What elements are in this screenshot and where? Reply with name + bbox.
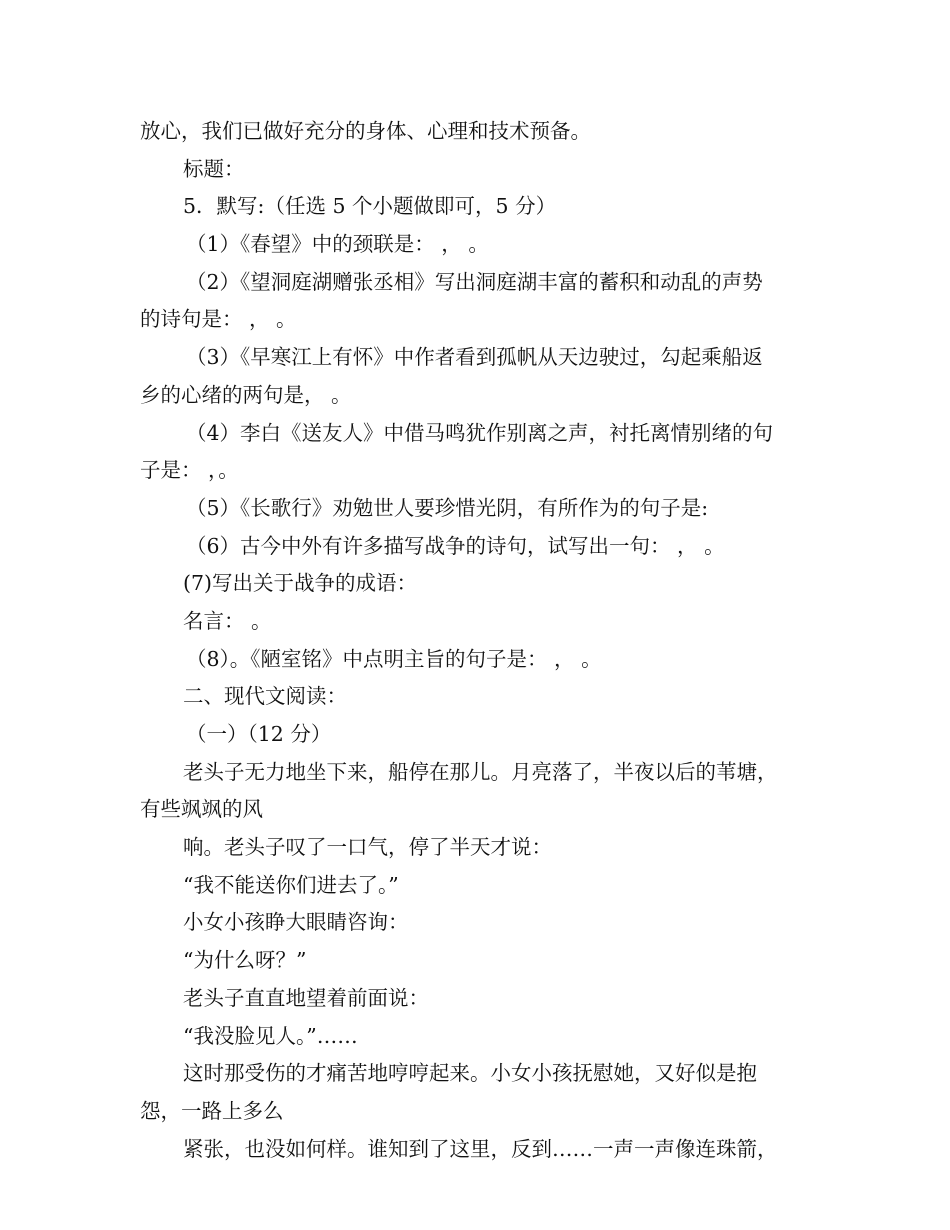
text-line: 乡的心绪的两句是， 。 — [140, 382, 352, 407]
text-line: 老头子直直地望着前面说： — [183, 985, 429, 1010]
text-line: （2）《望洞庭湖赠张丞相》写出洞庭湖丰富的蓄积和动乱的声势 — [186, 269, 763, 294]
text-line: （3）《早寒江上有怀》中作者看到孤帆从天边驶过，勾起乘船返 — [186, 345, 763, 370]
text-line: （1）《春望》中的颈联是： ， 。 — [186, 232, 489, 257]
text-line: （8）。《陋室铭》中点明主旨的句子是： ， 。 — [186, 646, 602, 671]
text-line: 响。老头子叹了一口气，停了半天才说： — [183, 835, 552, 860]
text-line: 放心，我们已做好充分的身体、心理和技术预备。 — [140, 119, 591, 143]
section-heading: （一）（12 分） — [186, 722, 332, 746]
text-line: 名言： 。 — [183, 608, 272, 633]
text-line: （4）李白《送友人》中借马鸣犹作别离之声，衬托离情别绪的句 — [186, 420, 774, 445]
text-line: “为什么呀？” — [183, 948, 307, 973]
text-line: 子是： ，。 — [140, 458, 239, 483]
text-line: 标题： — [183, 156, 245, 181]
text-line: 这时那受伤的才痛苦地哼哼起来。小女小孩抚慰她，又好似是抱 — [183, 1061, 757, 1086]
text-line: 5．默写:（任选 5 个小题做即可，5 分） — [183, 194, 557, 219]
text-line: “我不能送你们进去了。” — [183, 872, 399, 897]
text-line: 有些飒飒的风 — [140, 797, 263, 822]
text-line: 怨，一路上多么 — [140, 1098, 284, 1123]
text-line: 紧张，也没如何样。谁知到了这里，反到……一声一声像连珠箭， — [183, 1136, 778, 1161]
text-line: (7)写出关于战争的成语： — [183, 571, 418, 596]
text-line: 的诗句是： ， 。 — [140, 307, 297, 332]
text-line: （5）《长歌行》劝勉世人要珍惜光阴，有所作为的句子是: — [186, 495, 709, 520]
text-line: （6）古今中外有许多描写战争的诗句，试写出一句： ， 。 — [186, 533, 725, 558]
text-line: “我没脸见人。”…… — [183, 1023, 358, 1048]
section-heading: 二、现代文阅读： — [183, 684, 347, 709]
text-line: 小女小孩睁大眼睛咨询： — [183, 910, 409, 935]
text-line: 老头子无力地坐下来，船停在那儿。月亮落了，半夜以后的苇塘， — [183, 759, 778, 784]
document-body — [140, 113, 820, 1168]
